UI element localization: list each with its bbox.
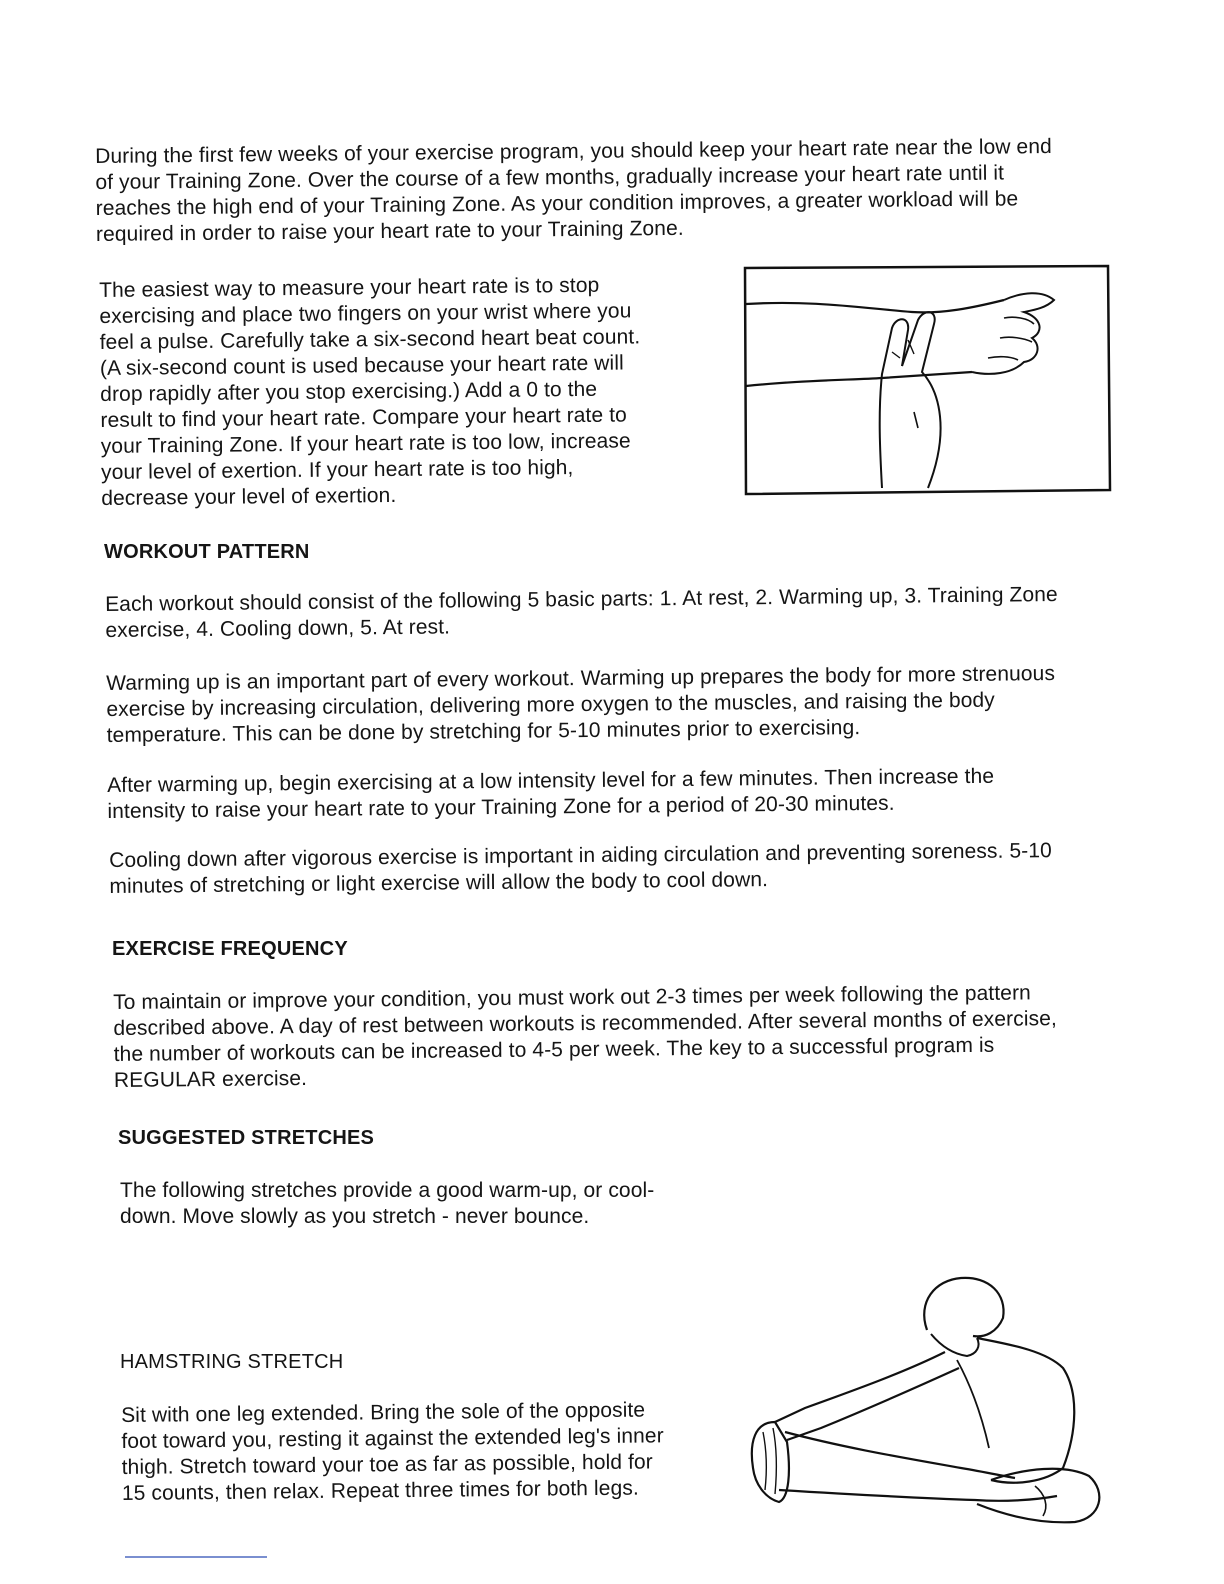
pulse-line: result to find your heart rate. Compare your heart rate to xyxy=(100,403,627,432)
intro-line: reaches the high end of your Training Zone. As your condition improves, a greater workload will be xyxy=(95,187,1019,220)
wrist-pulse-illustration-icon xyxy=(742,262,1114,500)
hamstring-stretch-heading: HAMSTRING STRETCH xyxy=(120,1351,344,1373)
pulse-line: exercising and place two fingers on your wrist where you xyxy=(99,299,632,328)
paragraph-line: Cooling down after vigorous exercise is important in aiding circulation and preventing soreness. 5-10 xyxy=(109,839,1052,872)
paragraph-line: Each workout should consist of the following 5 basic parts: 1. At rest, 2. Warming up, 3. Training Zone xyxy=(105,583,1058,616)
pulse-paragraph xyxy=(99,272,642,512)
paragraph-line: To maintain or improve your condition, you must work out 2-3 times per week following the pattern xyxy=(113,981,1031,1014)
paragraph-line: Sit with one leg extended. Bring the sole of the opposite xyxy=(121,1398,646,1427)
paragraph-line: foot toward you, resting it against the extended leg's inner xyxy=(121,1424,664,1453)
paragraph-line: 15 counts, then relax. Repeat three times for both legs. xyxy=(121,1476,639,1505)
paragraph-line: The following stretches provide a good warm-up, or cool- xyxy=(120,1179,655,1202)
intro-paragraph xyxy=(95,134,1053,248)
pulse-line: your Training Zone. If your heart rate is too low, increase xyxy=(100,429,631,458)
paragraph-line: intensity to raise your heart rate to your Training Zone for a period of 20-30 minutes. xyxy=(107,791,895,823)
paragraph-line: minutes of stretching or light exercise will allow the body to cool down. xyxy=(109,868,769,898)
hamstring-stretch-illustration-icon xyxy=(745,1272,1115,1534)
paragraph-line: REGULAR exercise. xyxy=(113,1066,308,1092)
paragraph-line: temperature. This can be done by stretching for 5-10 minutes prior to exercising. xyxy=(106,716,861,747)
workout-pattern-paragraph-4 xyxy=(109,838,1052,900)
pulse-line: your level of exertion. If your heart rate is too high, xyxy=(100,456,574,484)
paragraph-line: exercise by increasing circulation, delivering more oxygen to the muscles, and raising the body xyxy=(106,688,995,721)
intro-line: of your Training Zone. Over the course of a few months, gradually increase your heart rate until it xyxy=(95,161,1005,194)
suggested-stretches-paragraph xyxy=(120,1178,654,1230)
paragraph-line: Warming up is an important part of every workout. Warming up prepares the body for more strenuous xyxy=(106,662,1056,695)
paragraph-line: the number of workouts can be increased to 4-5 per week. The key to a successful program is xyxy=(113,1033,995,1066)
paragraph-line: described above. A day of rest between workouts is recommended. After several months of exercise, xyxy=(113,1007,1057,1040)
paragraph-line: thigh. Stretch toward your toe as far as possible, hold for xyxy=(121,1450,653,1479)
exercise-frequency-paragraph xyxy=(113,980,1058,1094)
suggested-stretches-heading: SUGGESTED STRETCHES xyxy=(118,1127,375,1149)
paragraph-line: down. Move slowly as you stretch - never bounce. xyxy=(120,1205,590,1228)
workout-pattern-heading: WORKOUT PATTERN xyxy=(104,541,310,563)
pulse-line: decrease your level of exertion. xyxy=(101,483,397,510)
paragraph-line: After warming up, begin exercising at a low intensity level for a few minutes. Then increase the xyxy=(107,764,995,797)
pulse-line: (A six-second count is used because your heart rate will xyxy=(99,351,624,380)
workout-pattern-paragraph-1 xyxy=(105,582,1058,644)
paragraph-line: exercise, 4. Cooling down, 5. At rest. xyxy=(105,615,451,642)
workout-pattern-paragraph-3 xyxy=(107,764,994,825)
intro-line: During the first few weeks of your exercise program, you should keep your heart rate near the low end xyxy=(95,134,1052,168)
hamstring-stretch-paragraph xyxy=(121,1397,664,1507)
bottom-rule xyxy=(125,1556,267,1558)
intro-line: required in order to raise your heart rate to your Training Zone. xyxy=(95,216,684,246)
pulse-line: drop rapidly after you stop exercising.) Add a 0 to the xyxy=(100,377,598,406)
exercise-frequency-heading: EXERCISE FREQUENCY xyxy=(112,938,348,960)
pulse-line: feel a pulse. Carefully take a six-second heart beat count. xyxy=(99,325,641,354)
workout-pattern-paragraph-2 xyxy=(106,661,1056,749)
pulse-line: The easiest way to measure your heart rate is to stop xyxy=(99,273,600,302)
